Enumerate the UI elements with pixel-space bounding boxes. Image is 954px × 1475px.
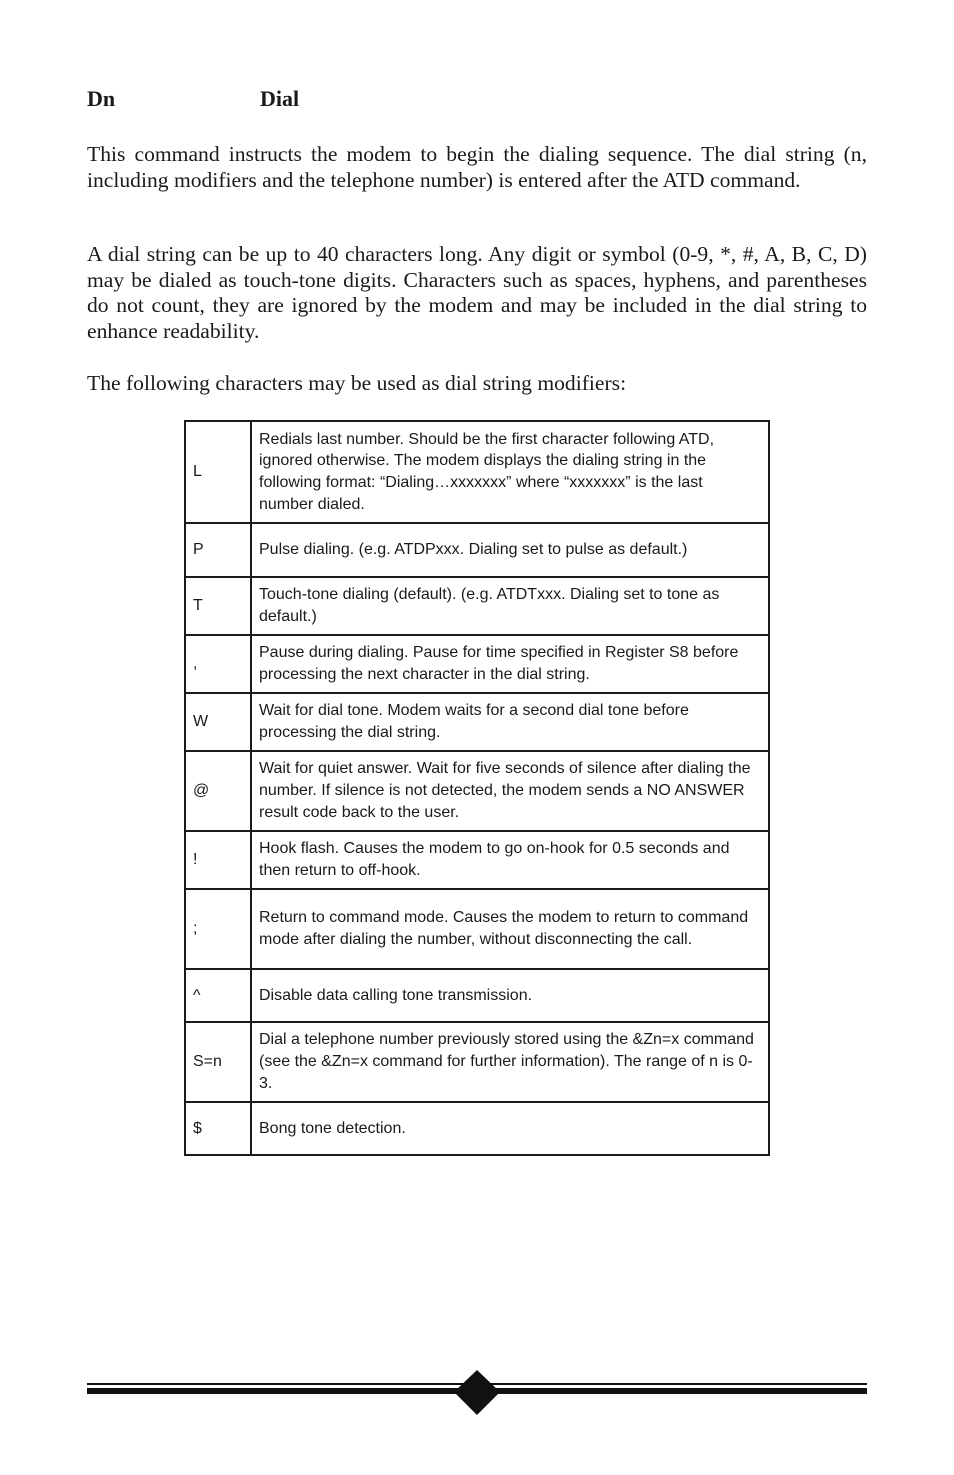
command-code: Dn	[87, 86, 116, 111]
modifier-symbol: @	[185, 751, 251, 831]
command-name: Dial	[260, 86, 300, 111]
table-row	[185, 421, 769, 523]
modifier-description: Pulse dialing. (e.g. ATDPxxx. Dialing set to pulse as default.)	[251, 523, 769, 577]
table-row	[185, 1102, 769, 1155]
table-row	[185, 889, 769, 969]
modifier-symbol: $	[185, 1102, 251, 1155]
table-row	[185, 831, 769, 889]
table-row	[185, 969, 769, 1022]
table-row	[185, 1022, 769, 1102]
modifier-symbol: P	[185, 523, 251, 577]
modifier-description: Redials last number. Should be the first character following ATD, ignored otherwise. The modem displays the dialing string in the following format: “Dialing…xxxxxxx” where “xxxxxxx” is the last number dialed.	[251, 421, 769, 523]
modifier-description: Disable data calling tone transmission.	[251, 969, 769, 1022]
modifier-symbol: ^	[185, 969, 251, 1022]
modifier-symbol: !	[185, 831, 251, 889]
modifier-symbol: ,	[185, 635, 251, 693]
table-row	[185, 523, 769, 577]
modifier-description: Wait for dial tone. Modem waits for a second dial tone before processing the dial string.	[251, 693, 769, 751]
table-row	[185, 577, 769, 635]
modifier-symbol: W	[185, 693, 251, 751]
modifier-description: Return to command mode. Causes the modem to return to command mode after dialing the number, without disconnecting the call.	[251, 889, 769, 969]
modifiers-intro-paragraph: The following characters may be used as dial string modifiers:	[87, 371, 627, 395]
intro-paragraph: This command instructs the modem to begin the dialing sequence. The dial string (n, including modifiers and the telephone number) is entered after the ATD command.	[87, 142, 867, 192]
table-row	[185, 635, 769, 693]
dial-modifiers-table	[184, 420, 770, 1156]
diamond-ornament-icon	[454, 1370, 500, 1415]
modifier-description: Wait for quiet answer. Wait for five seconds of silence after dialing the number. If silence is not detected, the modem sends a NO ANSWER result code back to the user.	[251, 751, 769, 831]
table-row	[185, 751, 769, 831]
table-row	[185, 693, 769, 751]
dial-string-paragraph: A dial string can be up to 40 characters long. Any digit or symbol (0-9, *, #, A, B, C, D) may be dialed as touch-tone digits. Characters such as spaces, hyphens, and parentheses do not count, they are ignored by the modem and may be included in the dial string to enhance readability.	[87, 242, 867, 343]
modifier-symbol: ;	[185, 889, 251, 969]
modifier-description: Bong tone detection.	[251, 1102, 769, 1155]
modifier-description: Dial a telephone number previously stored using the &Zn=x command (see the &Zn=x command for further information). The range of n is 0-3.	[251, 1022, 769, 1102]
modifier-description: Touch-tone dialing (default). (e.g. ATDTxxx. Dialing set to tone as default.)	[251, 577, 769, 635]
footer-divider	[87, 1368, 867, 1418]
modifier-description: Hook flash. Causes the modem to go on-hook for 0.5 seconds and then return to off-hook.	[251, 831, 769, 889]
modifier-description: Pause during dialing. Pause for time specified in Register S8 before processing the next character in the dial string.	[251, 635, 769, 693]
modifier-symbol: S=n	[185, 1022, 251, 1102]
modifier-symbol: L	[185, 421, 251, 523]
modifier-symbol: T	[185, 577, 251, 635]
